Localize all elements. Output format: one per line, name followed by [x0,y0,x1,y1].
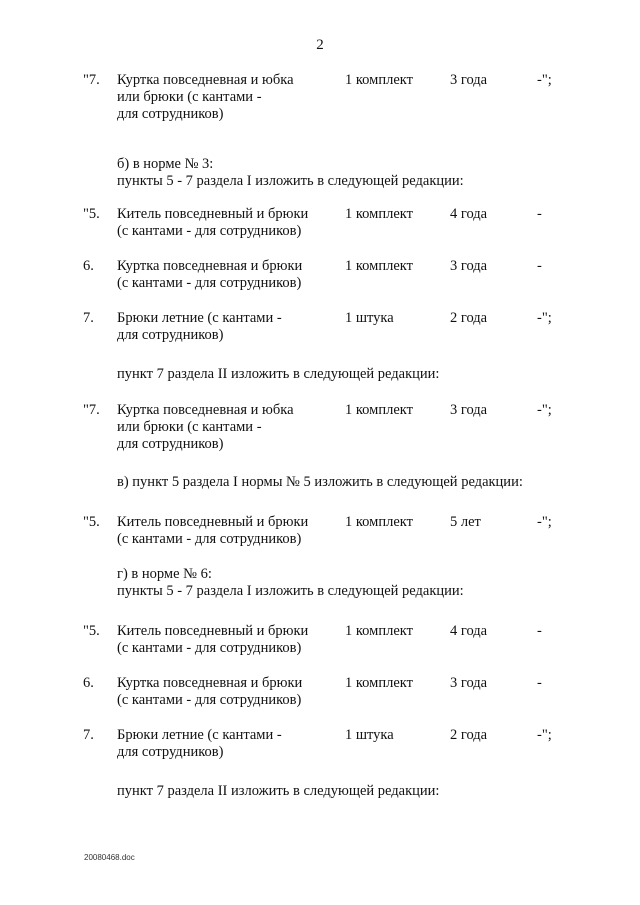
item-quantity: 1 комплект [345,72,413,88]
item-quantity: 1 комплект [345,675,413,691]
item-name-line: Брюки летние (с кантами - [117,310,282,326]
item-mark: - [537,206,542,222]
item-name-line: Брюки летние (с кантами - [117,727,282,743]
item-term: 4 года [450,623,488,639]
paragraph: пункты 5 - 7 раздела I изложить в следующей редакции: [117,583,464,599]
item-number: "5. [83,514,100,530]
item-mark: -"; [537,402,552,418]
item-mark: -"; [537,310,552,326]
item-number: "7. [83,402,100,418]
item-term: 3 года [450,72,488,88]
item-name [117,727,332,761]
item-term: 3 года [450,675,488,691]
item-number: "5. [83,623,100,639]
item-mark: -"; [537,727,552,743]
paragraph: в) пункт 5 раздела I нормы № 5 изложить в следующей редакции: [117,474,523,490]
item-name-line: для сотрудников) [117,744,224,760]
item-name-line: для сотрудников) [117,327,224,343]
item-quantity: 1 комплект [345,402,413,418]
item-name-line: Куртка повседневная и юбка [117,72,294,88]
item-mark: - [537,258,542,274]
item-term: 3 года [450,402,488,418]
item-quantity: 1 комплект [345,206,413,222]
item-quantity: 1 штука [345,727,394,743]
item-name-line: (с кантами - для сотрудников) [117,275,302,291]
item-name [117,402,332,453]
item-term: 5 лет [450,514,481,530]
item-name [117,258,332,292]
item-name-line: Куртка повседневная и брюки [117,258,303,274]
item-number: 7. [83,310,94,326]
item-number: 6. [83,675,94,691]
item-name-line: (с кантами - для сотрудников) [117,640,302,656]
item-name-line: (с кантами - для сотрудников) [117,692,302,708]
item-number: 6. [83,258,94,274]
item-name-line: для сотрудников) [117,106,224,122]
item-name-line: для сотрудников) [117,436,224,452]
item-quantity: 1 комплект [345,258,413,274]
item-quantity: 1 комплект [345,623,413,639]
item-name [117,514,332,548]
paragraph: пункт 7 раздела II изложить в следующей редакции: [117,366,440,382]
paragraph: б) в норме № 3: [117,156,214,172]
item-name [117,310,332,344]
item-name-line: Китель повседневный и брюки [117,514,309,530]
item-name-line: Китель повседневный и брюки [117,206,309,222]
item-term: 3 года [450,258,488,274]
item-term: 2 года [450,727,488,743]
item-quantity: 1 комплект [345,514,413,530]
item-term: 4 года [450,206,488,222]
item-name-line: (с кантами - для сотрудников) [117,531,302,547]
item-name-line: Куртка повседневная и брюки [117,675,303,691]
item-name-line: Китель повседневный и брюки [117,623,309,639]
item-name-line: (с кантами - для сотрудников) [117,223,302,239]
item-name-line: или брюки (с кантами - [117,89,262,105]
item-mark: - [537,675,542,691]
file-name-footer: 20080468.doc [84,853,135,862]
paragraph: пункты 5 - 7 раздела I изложить в следующей редакции: [117,173,464,189]
item-term: 2 года [450,310,488,326]
item-number: "7. [83,72,100,88]
item-quantity: 1 штука [345,310,394,326]
item-name [117,675,332,709]
paragraph: пункт 7 раздела II изложить в следующей редакции: [117,783,440,799]
item-mark: -"; [537,72,552,88]
item-name [117,206,332,240]
item-name [117,623,332,657]
page-number: 2 [316,37,324,53]
item-number: "5. [83,206,100,222]
item-name-line: или брюки (с кантами - [117,419,262,435]
item-mark: - [537,623,542,639]
item-number: 7. [83,727,94,743]
item-name [117,72,332,123]
item-name-line: Куртка повседневная и юбка [117,402,294,418]
item-mark: -"; [537,514,552,530]
paragraph: г) в норме № 6: [117,566,212,582]
